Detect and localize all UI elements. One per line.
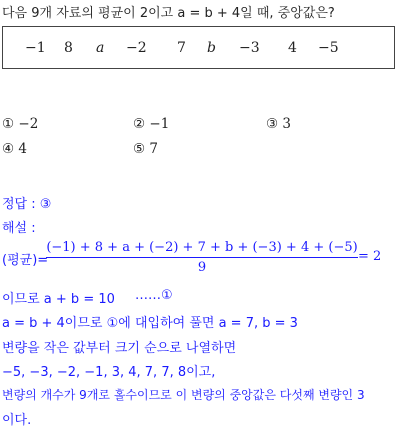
data-value: −3 (239, 39, 260, 56)
choice-5[interactable] (133, 141, 158, 157)
data-box (2, 26, 395, 69)
choice-marker: ⑤ (133, 141, 146, 157)
solution-line-conclusion: 변량의 개수가 9개로 홀수이므로 이 변량의 중앙값은 다섯째 변량인 3 (2, 388, 365, 402)
choice-marker: ③ (266, 116, 279, 132)
choice-4[interactable] (2, 141, 27, 157)
choice-value: −1 (149, 116, 170, 132)
choice-marker: ① (2, 116, 15, 132)
solution-line-sum-tag: ……① (135, 288, 173, 303)
question-text: 다음 9개 자료의 평균이 2이고 a = b + 4일 때, 중앙값은? (2, 6, 335, 21)
answer-line: 정답 : ③ (2, 197, 52, 212)
data-value: 4 (288, 39, 297, 56)
data-value: 8 (64, 39, 73, 56)
choice-value: 4 (18, 141, 27, 157)
choice-3[interactable] (266, 116, 291, 132)
mean-denominator: 9 (197, 260, 207, 275)
mean-numerator: (−1) + 8 + a + (−2) + 7 + b + (−3) + 4 + (−5) (46, 240, 358, 258)
data-value: b (207, 39, 216, 56)
choice-value: −2 (18, 116, 39, 132)
solution-heading: 해설 : (2, 221, 36, 236)
choice-marker: ② (133, 116, 146, 132)
choice-2[interactable] (133, 116, 169, 132)
solution-line-sorted: −5, −3, −2, −1, 3, 4, 7, 7, 8이고, (2, 365, 216, 380)
solution-line-conclusion-end: 이다. (2, 413, 32, 428)
data-value: −5 (318, 39, 339, 56)
choice-value: 3 (282, 116, 291, 132)
data-value: −1 (25, 39, 46, 56)
data-value: −2 (126, 39, 147, 56)
mean-label: (평균)= (2, 253, 49, 268)
solution-line-solve: a = b + 4이므로 ①에 대입하여 풀면 a = 7, b = 3 (2, 316, 298, 331)
choice-1[interactable] (2, 116, 38, 132)
data-value: 7 (177, 39, 186, 56)
mean-result: = 2 (358, 249, 382, 264)
choice-value: 7 (149, 141, 158, 157)
choice-marker: ④ (2, 141, 15, 157)
data-value: a (96, 39, 105, 56)
mean-fraction (46, 240, 358, 275)
solution-line-sum: 이므로 a + b = 10 (2, 292, 115, 307)
solution-line-sort-intro: 변량을 작은 값부터 크기 순으로 나열하면 (2, 341, 237, 356)
